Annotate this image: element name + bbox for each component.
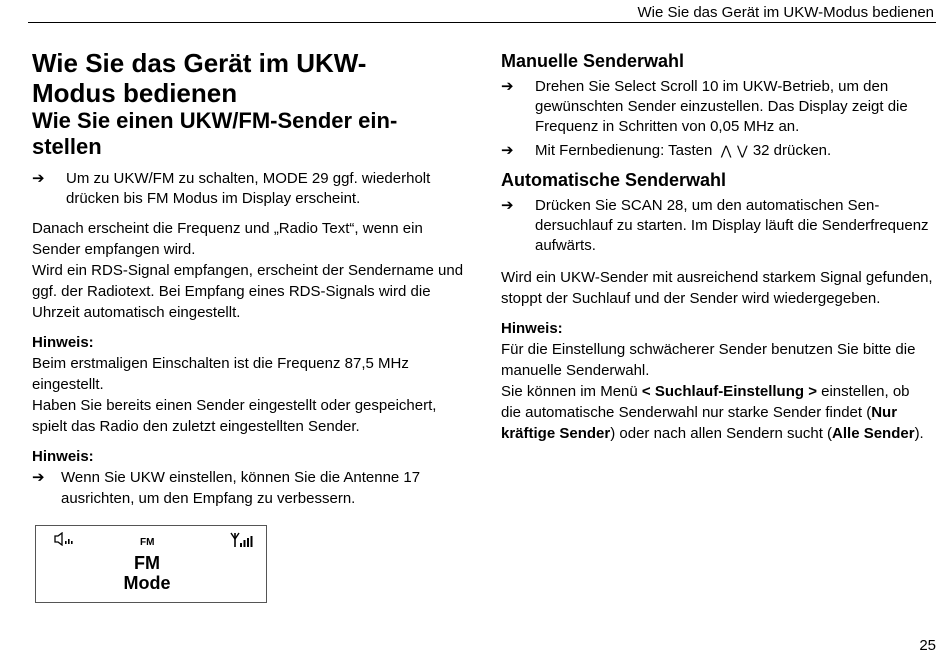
- section-title: [32, 108, 468, 160]
- section-heading-auto: Automatische Senderwahl: [501, 170, 727, 190]
- menu-name: < Suchlauf-Einstellung >: [641, 383, 817, 400]
- display-line-1-text: FM: [134, 553, 160, 573]
- up-down-arrow-keys-icon: ⋀ ⋁: [720, 143, 749, 158]
- header-rule: [28, 22, 936, 23]
- arrow-bullet-icon: ➔: [501, 78, 514, 95]
- hint-label: Hinweis:: [32, 448, 94, 465]
- bullet-text-part: 32 drücken.: [752, 142, 832, 159]
- arrow-bullet-icon: ➔: [501, 142, 514, 159]
- paragraph: Danach erscheint die Frequenz und „Radio Text“, wenn ein Sender empfangen wird.: [32, 220, 423, 258]
- speaker-icon: [54, 532, 76, 546]
- text-span: ) oder nach allen Sendern sucht (: [610, 425, 833, 442]
- paragraph: Haben Sie bereits einen Sender eingestellt oder gespeichert, spielt das Radio den zuletzt eingestellten Sender.: [32, 397, 437, 435]
- page-title-line2: Modus bedienen: [32, 78, 238, 108]
- text-span: einstellen, ob die automatische Senderwahl nur starke Sender findet (: [501, 383, 910, 421]
- bullet-text: [535, 141, 933, 161]
- bullet-text: Wenn Sie UKW einstellen, können Sie die Antenne 17 ausrichten, um den Empfang zu verbessern.: [61, 469, 421, 507]
- radio-display: [35, 525, 267, 603]
- hint-label: Hinweis:: [501, 320, 563, 337]
- bullet-text: Drücken Sie SCAN 28, um den automatischen Sendersuchlauf zu starten. Im Display läuft die Senderfrequenz aufwärts.: [535, 197, 929, 254]
- arrow-bullet-icon: ➔: [32, 170, 45, 187]
- paragraph: Beim erstmaligen Einschalten ist die Frequenz 87,5 MHz eingestellt.: [32, 355, 409, 393]
- display-line-1: [36, 553, 266, 574]
- page-title: [32, 48, 468, 108]
- left-column: [32, 48, 468, 509]
- bullet-item: [32, 169, 468, 209]
- bullet-item: [501, 196, 933, 256]
- paragraph: [501, 381, 933, 444]
- running-header: Wie Sie das Gerät im UKW-Modus bedienen: [637, 4, 934, 21]
- section-title-line1: Wie Sie einen UKW/FM-Sender ein-: [32, 108, 398, 133]
- right-column: [501, 50, 933, 444]
- bullet-item: [32, 467, 468, 509]
- paragraph: Wird ein RDS-Signal empfangen, erscheint der Sendername und ggf. der Radiotext. Bei Empfang eines RDS-Signals wird die Uhrzeit automatisch eingestellt.: [32, 262, 464, 321]
- page-title-line1: Wie Sie das Gerät im UKW-: [32, 48, 367, 78]
- bullet-text: Um zu UKW/FM zu schalten, MODE 29 ggf. wiederholt drücken bis FM Modus im Display erscheint.: [66, 170, 431, 207]
- option-name: Nur kräftige Sender: [501, 404, 898, 442]
- arrow-bullet-icon: ➔: [32, 469, 45, 486]
- display-line-2: [36, 573, 266, 594]
- bullet-item: [501, 141, 933, 161]
- antenna-signal-icon: [230, 532, 254, 548]
- page-number: 25: [919, 637, 936, 654]
- display-mode-indicator: FM: [140, 537, 155, 548]
- paragraph: Wird ein UKW-Sender mit ausreichend starkem Signal gefunden, stoppt der Suchlauf und der Sender wird wiedergegeben.: [501, 269, 933, 307]
- paragraph: Für die Einstellung schwächerer Sender benutzen Sie bitte die manuelle Senderwahl.: [501, 341, 916, 379]
- text-span: ).: [914, 425, 924, 442]
- bullet-text-part: Mit Fernbedienung: Tasten: [535, 142, 713, 159]
- bullet-text: Drehen Sie Select Scroll 10 im UKW-Betrieb, um den gewünschten Sender einzustellen. Das Display zeigt die Frequenz in Schritten von 0,05 MHz an.: [535, 78, 908, 135]
- section-heading-manual: Manuelle Senderwahl: [501, 51, 685, 71]
- option-name: Alle Sender: [832, 425, 915, 442]
- section-title-line2: stellen: [32, 134, 102, 159]
- display-line-2-text: Mode: [123, 573, 171, 593]
- bullet-item: [501, 77, 933, 137]
- text-span: Sie können im Menü: [501, 383, 642, 400]
- hint-label: Hinweis:: [32, 334, 94, 351]
- arrow-bullet-icon: ➔: [501, 197, 514, 214]
